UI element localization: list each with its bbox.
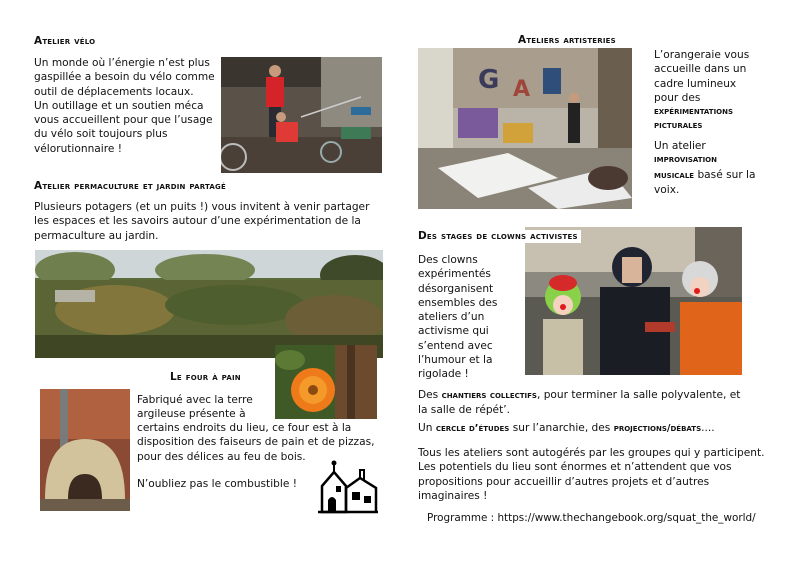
improvisation-paragraph: [654, 139, 784, 197]
text-line: Des clowns: [418, 254, 478, 266]
art-studio-photo: [418, 48, 632, 209]
text-line: les espaces et les savoirs autour d’une expérimentation de la: [34, 215, 361, 228]
cercle-paragraph: [418, 421, 778, 436]
highlight-cercle: cercle d’études: [435, 423, 510, 434]
clowns-paragraph: [418, 253, 523, 382]
highlight-projections: projections/débats: [613, 423, 702, 434]
text-line: Un outillage et un soutien méca: [34, 99, 204, 112]
text-line: propositions pour accueillir d’autres projets et d’autres: [418, 475, 710, 488]
text-line: disposition des faiseurs de pain et de pizzas,: [137, 436, 375, 449]
text-line: désorganisent: [418, 282, 494, 295]
text-fragment: Un: [418, 422, 436, 434]
four-paragraph-short: [137, 393, 267, 422]
text-line: du vélo soit toujours plus: [34, 128, 168, 141]
text-fragment: Des: [418, 389, 442, 401]
highlight-chantiers: chantiers collectifs: [441, 390, 537, 401]
text-fragment: sur l’anarchie, des: [509, 422, 614, 434]
highlight-experimentations: expérimentations: [654, 106, 734, 118]
bike-workshop-photo: [221, 57, 382, 173]
text-line: vous accueillent pour que l’usage: [34, 114, 213, 127]
section-title-permaculture: Atelier permaculture et jardin partagé: [34, 180, 226, 192]
artisteries-paragraph: [654, 48, 774, 134]
text-line: imaginaires !: [418, 489, 488, 502]
section-title-clowns: Des stages de clowns activistes: [418, 230, 581, 243]
text-line: Fabriqué avec la terre: [137, 394, 253, 406]
section-title-artisteries: Ateliers artisteries: [518, 34, 616, 46]
section-title-velo: Atelier vélo: [34, 35, 96, 47]
chantiers-paragraph: [418, 388, 778, 418]
svg-text:A: A: [513, 77, 531, 102]
text-line: Un monde où l’énergie n’est plus: [34, 57, 210, 69]
text-line: [654, 168, 784, 183]
text-line: [418, 388, 778, 403]
text-line: pour des délices au feu de bois.: [137, 450, 306, 463]
flower-photo: [275, 345, 377, 419]
text-line: pour des: [654, 91, 701, 104]
text-line: activisme qui: [418, 325, 489, 338]
text-line: Un atelier: [654, 140, 706, 152]
text-line: gaspillée a besoin du vélo comme: [34, 71, 215, 84]
highlight-musicale: musicale: [654, 169, 695, 181]
garden-photo: [35, 250, 383, 358]
text-line: ensembles des: [418, 296, 498, 309]
text-line: Plusieurs potagers (et un puits !) vous invitent à venir partager: [34, 201, 370, 213]
text-line: Les potentiels du lieu sont énormes et n’attendent que vos: [418, 461, 732, 474]
text-line: Tous les ateliers sont autogérés par les groupes qui y participent.: [418, 447, 765, 459]
permaculture-paragraph: [34, 200, 379, 243]
text-line: argileuse présente à: [137, 408, 246, 421]
text-line: voix.: [654, 183, 680, 196]
svg-text:G: G: [478, 65, 500, 95]
text-line: l’humour et la: [418, 354, 493, 367]
highlight-picturales: picturales: [654, 120, 703, 132]
programme-link[interactable]: Programme : https://www.thechangebook.org/squat_the_world/: [427, 512, 756, 524]
velo-paragraph: [34, 56, 219, 156]
autogeres-paragraph: [418, 446, 783, 503]
text-line: permaculture au jardin.: [34, 229, 159, 242]
text-line: L’orangeraie vous: [654, 49, 750, 61]
text-line: certains endroits du lieu, ce four est à la: [137, 422, 352, 434]
text-line: cadre lumineux: [654, 77, 737, 90]
text-fragment: ....: [701, 422, 715, 434]
text-fragment: basé sur la: [694, 168, 756, 181]
text-line: rigolade !: [418, 368, 469, 381]
text-fragment: , pour terminer la salle polyvalente, et: [536, 389, 741, 401]
text-line: expérimentés: [418, 268, 491, 281]
house-drawing: [316, 458, 380, 514]
text-line: ateliers d’un: [418, 311, 485, 324]
bread-oven-photo: [40, 389, 130, 511]
section-title-four: Le four à pain: [170, 371, 241, 383]
highlight-improvisation: improvisation: [654, 154, 717, 166]
text-line: accueille dans un: [654, 63, 747, 76]
clowns-photo: [525, 227, 742, 375]
text-line: s’entend avec: [418, 339, 493, 352]
text-line: vélorutionnaire !: [34, 142, 122, 155]
text-line: la salle de répét’.: [418, 404, 510, 417]
text-line: outil de déplacements locaux.: [34, 85, 194, 98]
four-closing: N’oubliez pas le combustible !: [137, 478, 297, 490]
